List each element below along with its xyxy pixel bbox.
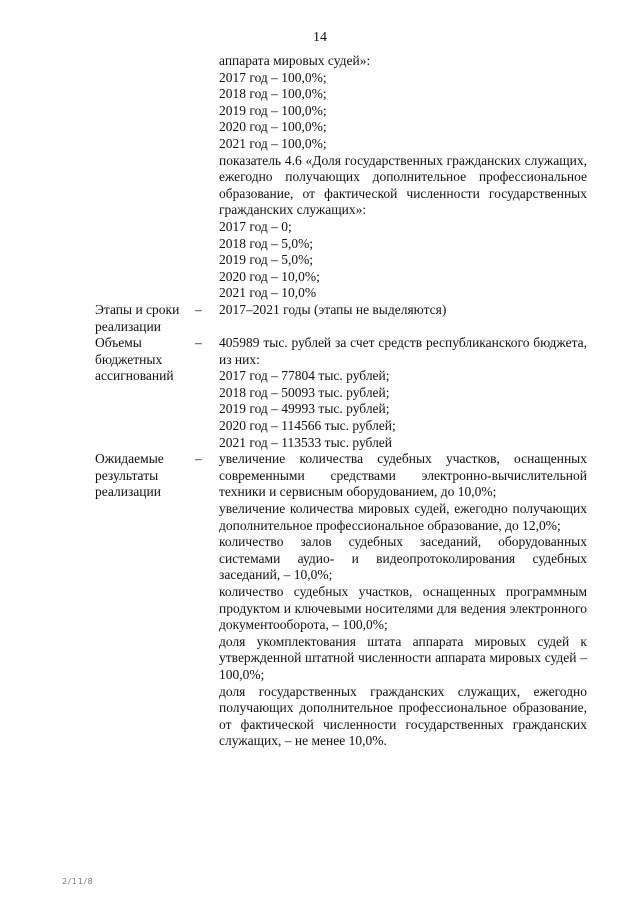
budget-year-line: 2020 год – 114566 тыс. рублей;: [219, 418, 396, 434]
year-value-line: 2017 год – 0;: [219, 218, 292, 234]
stages-row: [93, 302, 588, 335]
year-value-line: 2021 год – 10,0%: [219, 285, 317, 301]
indicators-continuation-cell: [219, 53, 587, 302]
budget-intro: 405989 тыс. рублей за счет средств республиканского бюджета, из них:: [219, 335, 587, 367]
year-value-line: 2018 год – 100,0%;: [219, 86, 327, 102]
budget-row: [93, 335, 588, 451]
year-value-line: 2018 год – 5,0%;: [219, 235, 314, 251]
result-item: доля укомплектования штата аппарата мировых судей к утвержденной штатной численности аппарата мировых судей – 100,0%;: [219, 633, 587, 682]
indicator-4-6-text: показатель 4.6 «Доля государственных гражданских служащих, ежегодно получающих дополнительное профессиональное образование, от фактической численности государственных гражданских служащих»:: [219, 152, 587, 218]
year-value-line: 2021 год – 100,0%;: [219, 135, 327, 151]
result-item: количество залов судебных заседаний, оборудованных системами аудио- и видеопротоколирования судебных заседаний, – 10,0%;: [219, 534, 587, 583]
year-value-line: 2020 год – 10,0%;: [219, 268, 320, 284]
passport-table: [93, 53, 588, 750]
dash-separator: –: [195, 301, 202, 317]
year-value-line: 2020 год – 100,0%;: [219, 119, 327, 135]
result-item: количество судебных участков, оснащенных программным продуктом и ключевыми носителями для ведения электронного документооборота, – 100,0%;: [219, 584, 587, 633]
results-row: [93, 451, 588, 750]
empty-dash-cell: [195, 53, 219, 302]
result-item: увеличение количества судебных участков, оснащенных современными средствами электронно-вычислительной техники и сервисным оборудованием, до 10,0%;: [219, 451, 587, 500]
result-item: увеличение количества мировых судей, ежегодно получающих дополнительное профессиональное образование, до 12,0%;: [219, 501, 587, 533]
dash-separator: –: [195, 335, 202, 351]
budget-year-line: 2019 год – 49993 тыс. рублей;: [219, 401, 390, 417]
results-label: Ожидаемые результаты реализации: [95, 451, 164, 500]
year-value-line: 2017 год – 100,0%;: [219, 69, 327, 85]
year-value-line: 2019 год – 100,0%;: [219, 102, 327, 118]
indicators-continuation-row: [93, 53, 588, 302]
page-number: 14: [313, 30, 327, 45]
budget-label: Объемы бюджетных ассигнований: [95, 335, 174, 384]
results-value: [219, 451, 587, 750]
dash-separator: –: [195, 451, 202, 467]
stages-label: Этапы и сроки реализации: [95, 301, 180, 334]
text-line: аппарата мировых судей»:: [219, 53, 371, 68]
stages-value: 2017–2021 годы (этапы не выделяются): [219, 301, 447, 317]
result-item: доля государственных гражданских служащих, ежегодно получающих дополнительное профессиональное образование, от фактической численности государственных гражданских служащих, – не менее 10,0%.: [219, 683, 587, 749]
year-value-line: 2019 год – 5,0%;: [219, 252, 314, 268]
budget-year-line: 2021 год – 113533 тыс. рублей: [219, 434, 393, 450]
budget-year-line: 2018 год – 50093 тыс. рублей;: [219, 384, 390, 400]
footer-mark: 2/11/8: [62, 877, 94, 886]
budget-year-line: 2017 год – 77804 тыс. рублей;: [219, 368, 390, 384]
empty-label-cell: [93, 53, 195, 302]
budget-value: [219, 335, 587, 451]
